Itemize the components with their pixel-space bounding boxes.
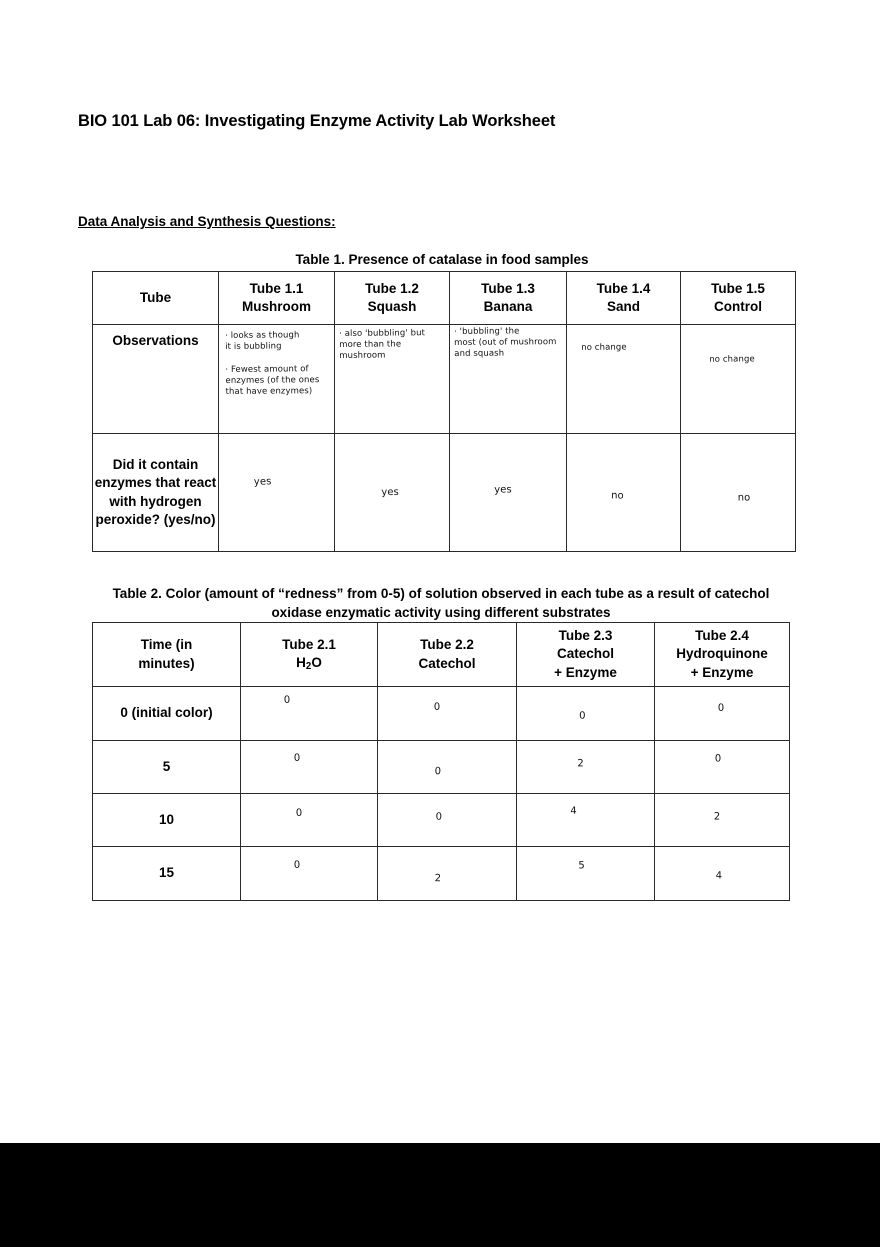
table1-cell-observations-banana: [450, 325, 567, 434]
table1-cell-observations-squash: [335, 325, 450, 434]
table1-header-tube-1-1: Tube 1.1 Mushroom: [219, 272, 335, 325]
table-row-header: [93, 272, 796, 325]
handwritten-value: no: [611, 490, 624, 502]
handwritten-value: yes: [381, 486, 399, 499]
table1-cell-observations-mushroom: [219, 325, 335, 434]
handwritten-value: 2: [577, 758, 584, 770]
table-row-contains-enzymes: [93, 434, 796, 552]
handwritten-value: 0: [435, 811, 443, 824]
table2-caption: Table 2. Color (amount of “redness” from 0-5) of solution observed in each tube as a result of catechol oxidase enzymatic activity using different substrates: [112, 586, 770, 621]
page-title: BIO 101 Lab 06: Investigating Enzyme Activity Lab Worksheet: [78, 112, 556, 130]
handwritten-note: no change: [709, 354, 755, 365]
table2-cell-t5-tube24: [655, 741, 790, 794]
handwritten-value: yes: [494, 484, 512, 496]
table2-header-tube-2-1: Tube 2.1 $H_2O$: [241, 623, 378, 687]
table2-cell-t10-tube22: [378, 794, 517, 847]
table2-cell-t10-tube23: [517, 794, 655, 847]
handwritten-value: 2: [713, 811, 721, 823]
handwritten-note: · looks as though it is bubbling · Fewest amount of enzymes (of the ones that have enzymes): [225, 330, 320, 398]
table-row-observations: [93, 325, 796, 434]
table2-header-tube-2-4: Tube 2.4 Hydroquinone + Enzyme: [655, 623, 790, 687]
table2-header-tube-2-3: Tube 2.3 Catechol + Enzyme: [517, 623, 655, 687]
table2-cell-t15-tube22: [378, 847, 517, 901]
handwritten-value: 0: [434, 766, 442, 778]
table1-cell-enzymes-squash: [335, 434, 450, 552]
table2-rowlabel-time-5: 5: [93, 741, 241, 794]
table2-rowlabel-time-0: 0 (initial color): [93, 687, 241, 741]
handwritten-value: no: [737, 492, 751, 504]
table2-header-tube-2-2: Tube 2.2 Catechol: [378, 623, 517, 687]
table2-cell-t15-tube24: [655, 847, 790, 901]
table2-header-time: Time (in minutes): [93, 623, 241, 687]
table2-cell-t0-tube21: [241, 687, 378, 741]
handwritten-value: 0: [579, 710, 586, 722]
handwritten-value: yes: [253, 476, 272, 488]
table1-rowlabel-observations: Observations: [93, 325, 219, 434]
table2-cell-t5-tube23: [517, 741, 655, 794]
handwritten-value: 0: [714, 753, 722, 765]
table2-cell-t5-tube22: [378, 741, 517, 794]
table2-cell-t0-tube23: [517, 687, 655, 741]
table2-cell-t0-tube22: [378, 687, 517, 741]
table-row: [93, 794, 790, 847]
table1-cell-observations-control: [681, 325, 796, 434]
table2-rowlabel-time-15: 15: [93, 847, 241, 901]
handwritten-value: 0: [717, 702, 725, 714]
table-row: [93, 687, 790, 741]
page-bottom-black-band: [0, 1143, 880, 1247]
table1-header-tube: Tube: [93, 272, 219, 325]
handwritten-value: 5: [578, 860, 585, 872]
table1-caption: Table 1. Presence of catalase in food samples: [295, 252, 589, 267]
table2-cell-t15-tube21: [241, 847, 378, 901]
table2-rowlabel-time-10: 10: [93, 794, 241, 847]
handwritten-value: 4: [715, 870, 723, 882]
section-heading-data-analysis: Data Analysis and Synthesis Questions:: [78, 214, 336, 229]
table1-rowlabel-contains-enzymes: Did it contain enzymes that react with hydrogen peroxide? (yes/no): [93, 434, 219, 552]
table1-header-tube-1-4: Tube 1.4 Sand: [567, 272, 681, 325]
table2-cell-t10-tube24: [655, 794, 790, 847]
handwritten-value: 4: [570, 806, 577, 818]
table-catechol-oxidase-redness: [92, 622, 790, 901]
table2-cell-t5-tube21: [241, 741, 378, 794]
table2-cell-t15-tube23: [517, 847, 655, 901]
table1-header-tube-1-2: Tube 1.2 Squash: [335, 272, 450, 325]
handwritten-note: · 'bubbling' the most (out of mushroom and squash: [454, 326, 557, 360]
handwritten-value: 0: [293, 753, 301, 765]
table-row: [93, 847, 790, 901]
table-row: [93, 741, 790, 794]
table2-cell-t10-tube21: [241, 794, 378, 847]
table1-cell-enzymes-control: [681, 434, 796, 552]
handwritten-note: no change: [581, 342, 627, 353]
handwritten-value: 0: [283, 694, 291, 706]
handwritten-value: 2: [434, 873, 442, 885]
table1-cell-enzymes-sand: [567, 434, 681, 552]
handwritten-value: 0: [293, 859, 301, 871]
table-row-header: [93, 623, 790, 687]
table1-header-tube-1-5: Tube 1.5 Control: [681, 272, 796, 325]
table1-cell-enzymes-mushroom: [219, 434, 335, 552]
handwritten-note: · also 'bubbling' but more than the mushroom: [339, 328, 426, 362]
table2-cell-t0-tube24: [655, 687, 790, 741]
handwritten-value: 0: [295, 808, 303, 820]
table1-cell-observations-sand: [567, 325, 681, 434]
table1-cell-enzymes-banana: [450, 434, 567, 552]
table1-header-tube-1-3: Tube 1.3 Banana: [450, 272, 567, 325]
table-catalase-presence: [92, 271, 796, 552]
handwritten-value: 0: [433, 701, 441, 713]
